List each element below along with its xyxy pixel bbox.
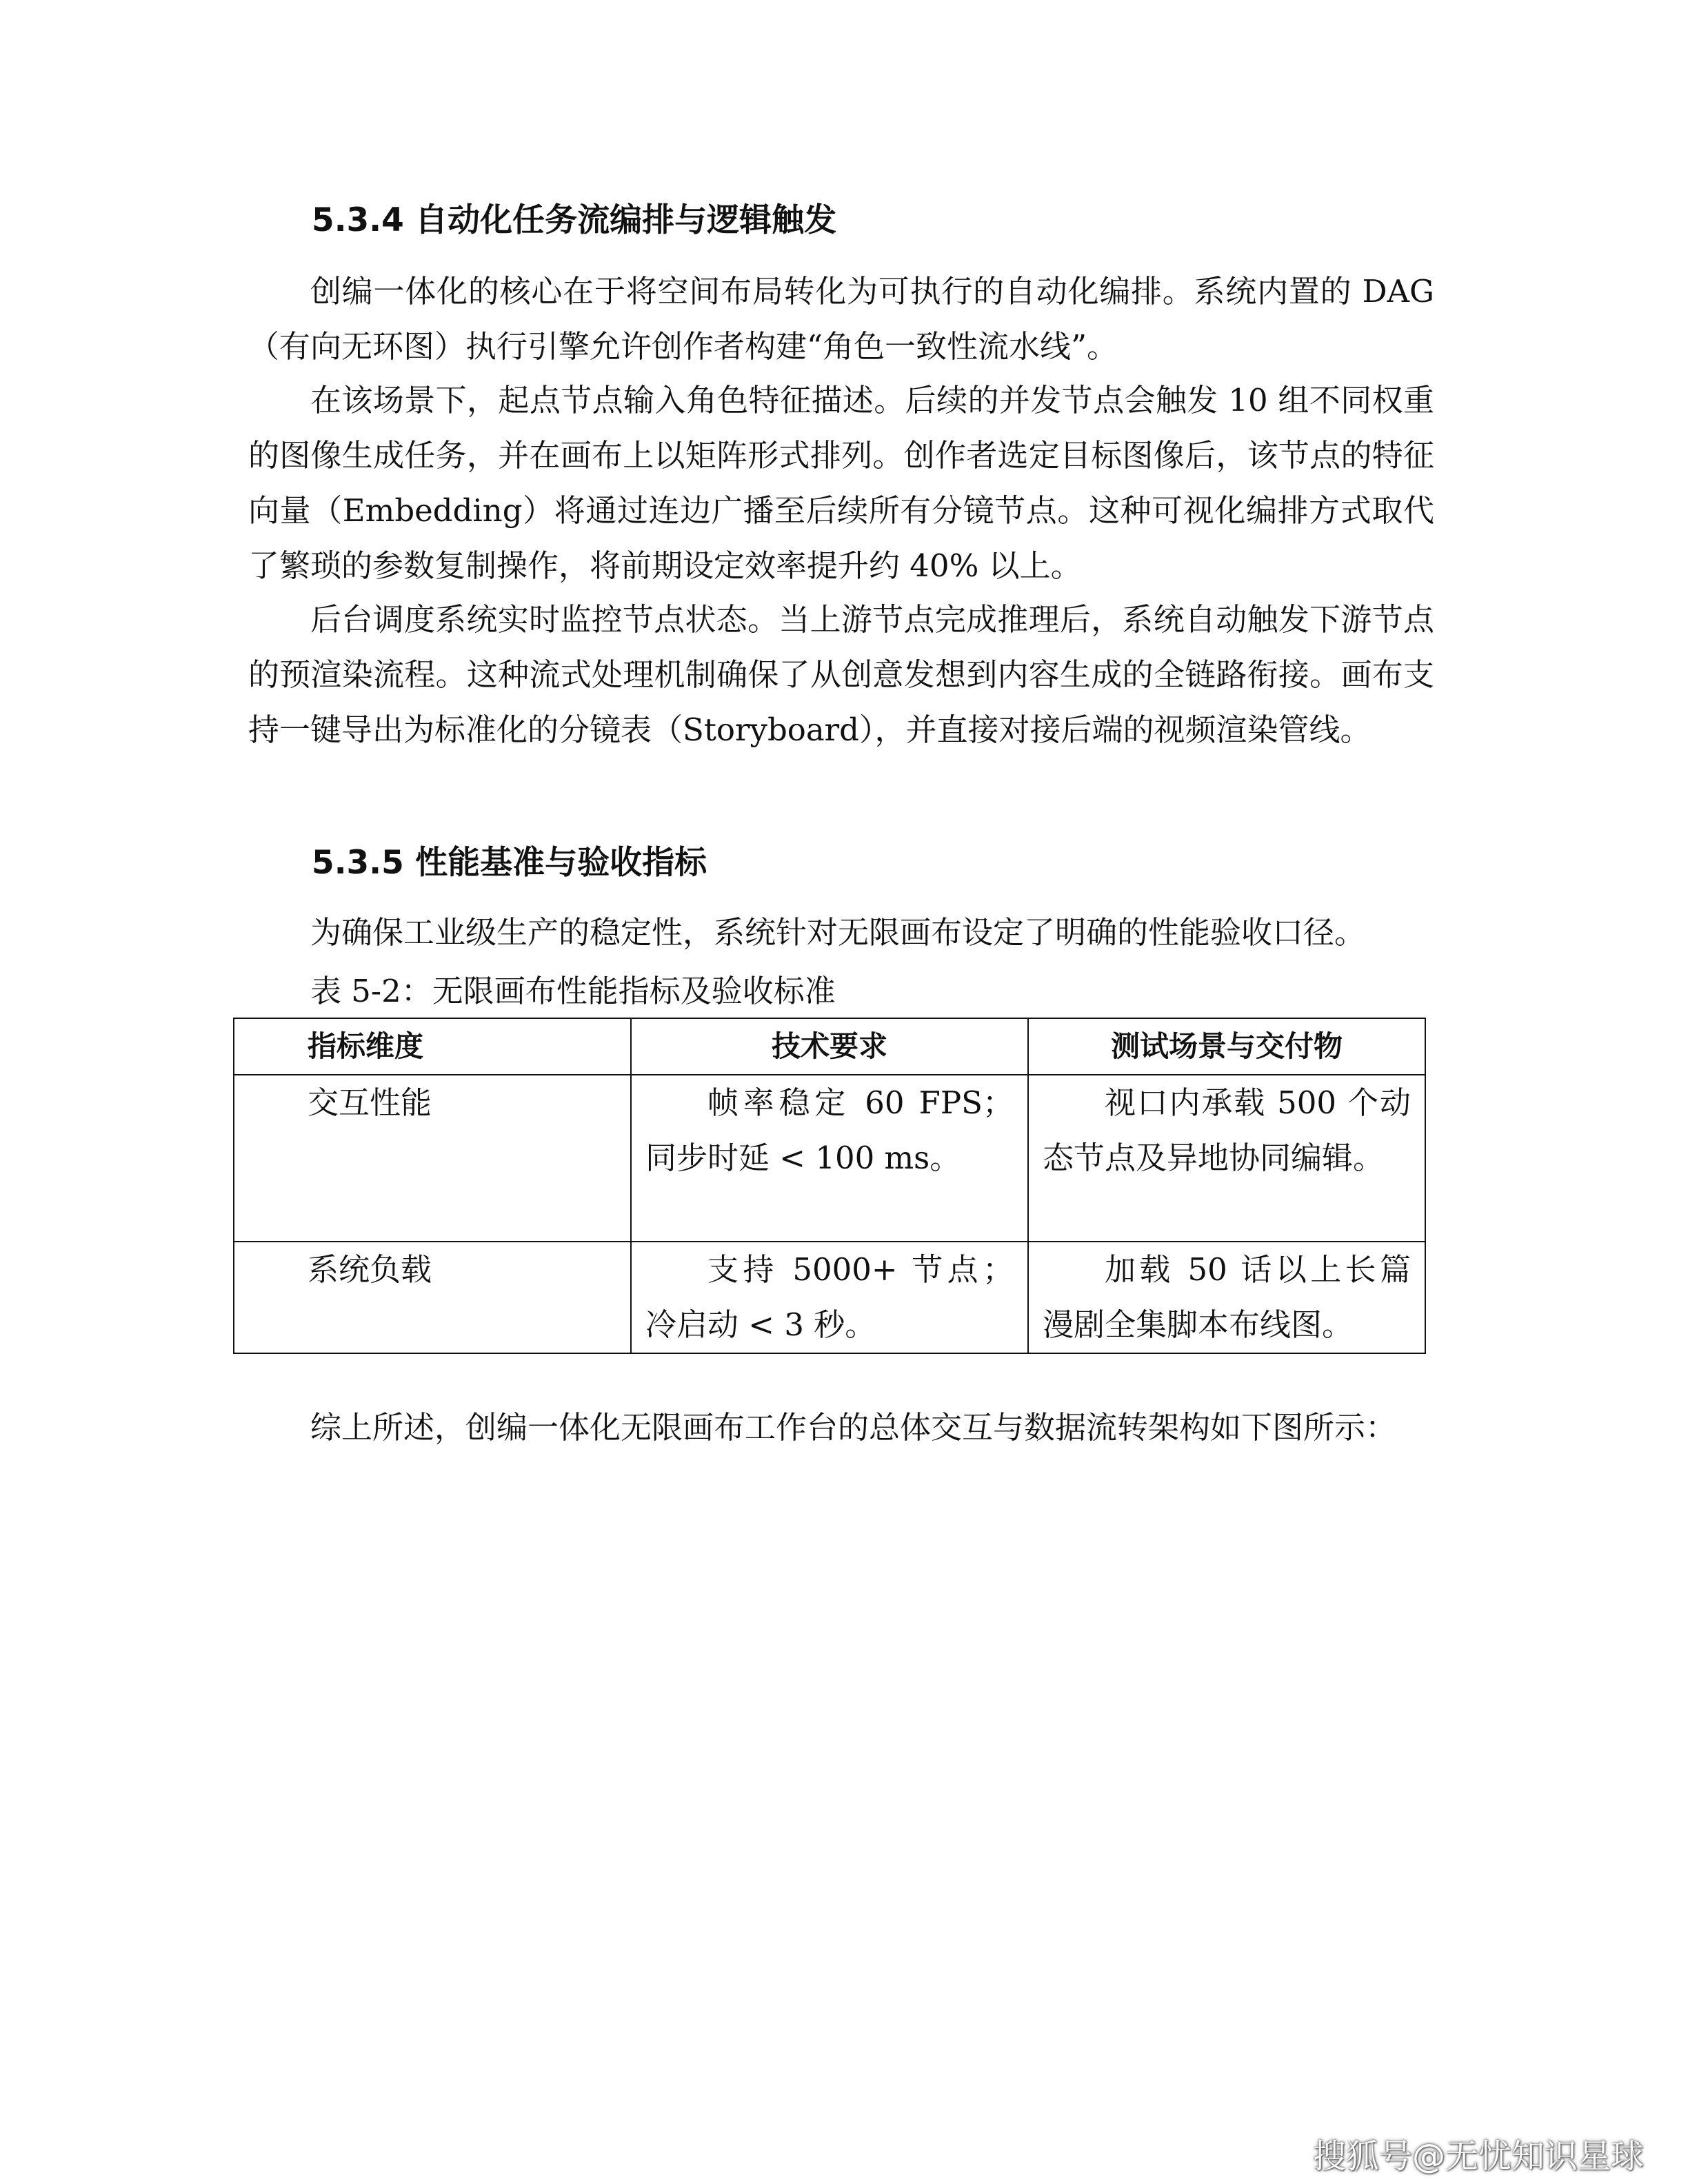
cell-requirement: 支持 5000+ 节点；冷启动 < 3 秒。 xyxy=(631,1242,1028,1353)
table-caption: 表 5-2：无限画布性能指标及验收标准 xyxy=(310,973,836,1009)
paragraph-scenario: 在该场景下，起点节点输入角色特征描述。后续的并发节点会触发 10 组不同权重的图像生成任务，并在画布上以矩阵形式排列。创作者选定目标图像后，该节点的特征向量（Embedding）将通过连边广播至后续所有分镜节点。这种可视化编排方式取代了繁琐的参数复制操作，将前期设定效率提升约 40% 以上。 xyxy=(248,382,1434,584)
paragraph-conclusion: 综上所述，创编一体化无限画布工作台的总体交互与数据流转架构如下图所示： xyxy=(310,1409,1397,1446)
performance-table xyxy=(233,1018,1426,1354)
header-metric-dimension: 指标维度 xyxy=(234,1018,631,1075)
header-technical-requirement: 技术要求 xyxy=(631,1018,1028,1075)
table-row xyxy=(234,1075,1425,1242)
cell-scenario: 视口内承载 500 个动态节点及异地协同编辑。 xyxy=(1028,1075,1425,1242)
cell-metric: 系统负载 xyxy=(234,1242,631,1353)
section-heading-5-3-5: 5.3.5 性能基准与验收指标 xyxy=(312,844,707,882)
header-test-scenario: 测试场景与交付物 xyxy=(1028,1018,1425,1075)
paragraph-performance-intro: 为确保工业级生产的稳定性，系统针对无限画布设定了明确的性能验收口径。 xyxy=(310,914,1366,951)
cell-scenario: 加载 50 话以上长篇漫剧全集脚本布线图。 xyxy=(1028,1242,1425,1353)
table-header-row xyxy=(234,1018,1425,1075)
paragraph-dag-engine: 创编一体化的核心在于将空间布局转化为可执行的自动化编排。系统内置的 DAG（有向无环图）执行引擎允许创作者构建“角色一致性流水线”。 xyxy=(248,273,1434,365)
table-row xyxy=(234,1242,1425,1353)
cell-metric: 交互性能 xyxy=(234,1075,631,1242)
section-heading-5-3-4: 5.3.4 自动化任务流编排与逻辑触发 xyxy=(312,201,837,239)
paragraph-scheduler: 后台调度系统实时监控节点状态。当上游节点完成推理后，系统自动触发下游节点的预渲染流程。这种流式处理机制确保了从创意发想到内容生成的全链路衔接。画布支持一键导出为标准化的分镜表（Storyboard），并直接对接后端的视频渲染管线。 xyxy=(248,601,1434,748)
cell-requirement: 帧率稳定 60 FPS；同步时延 < 100 ms。 xyxy=(631,1075,1028,1242)
watermark-text: 搜狐号@无忧知识星球 xyxy=(1312,2137,1644,2176)
